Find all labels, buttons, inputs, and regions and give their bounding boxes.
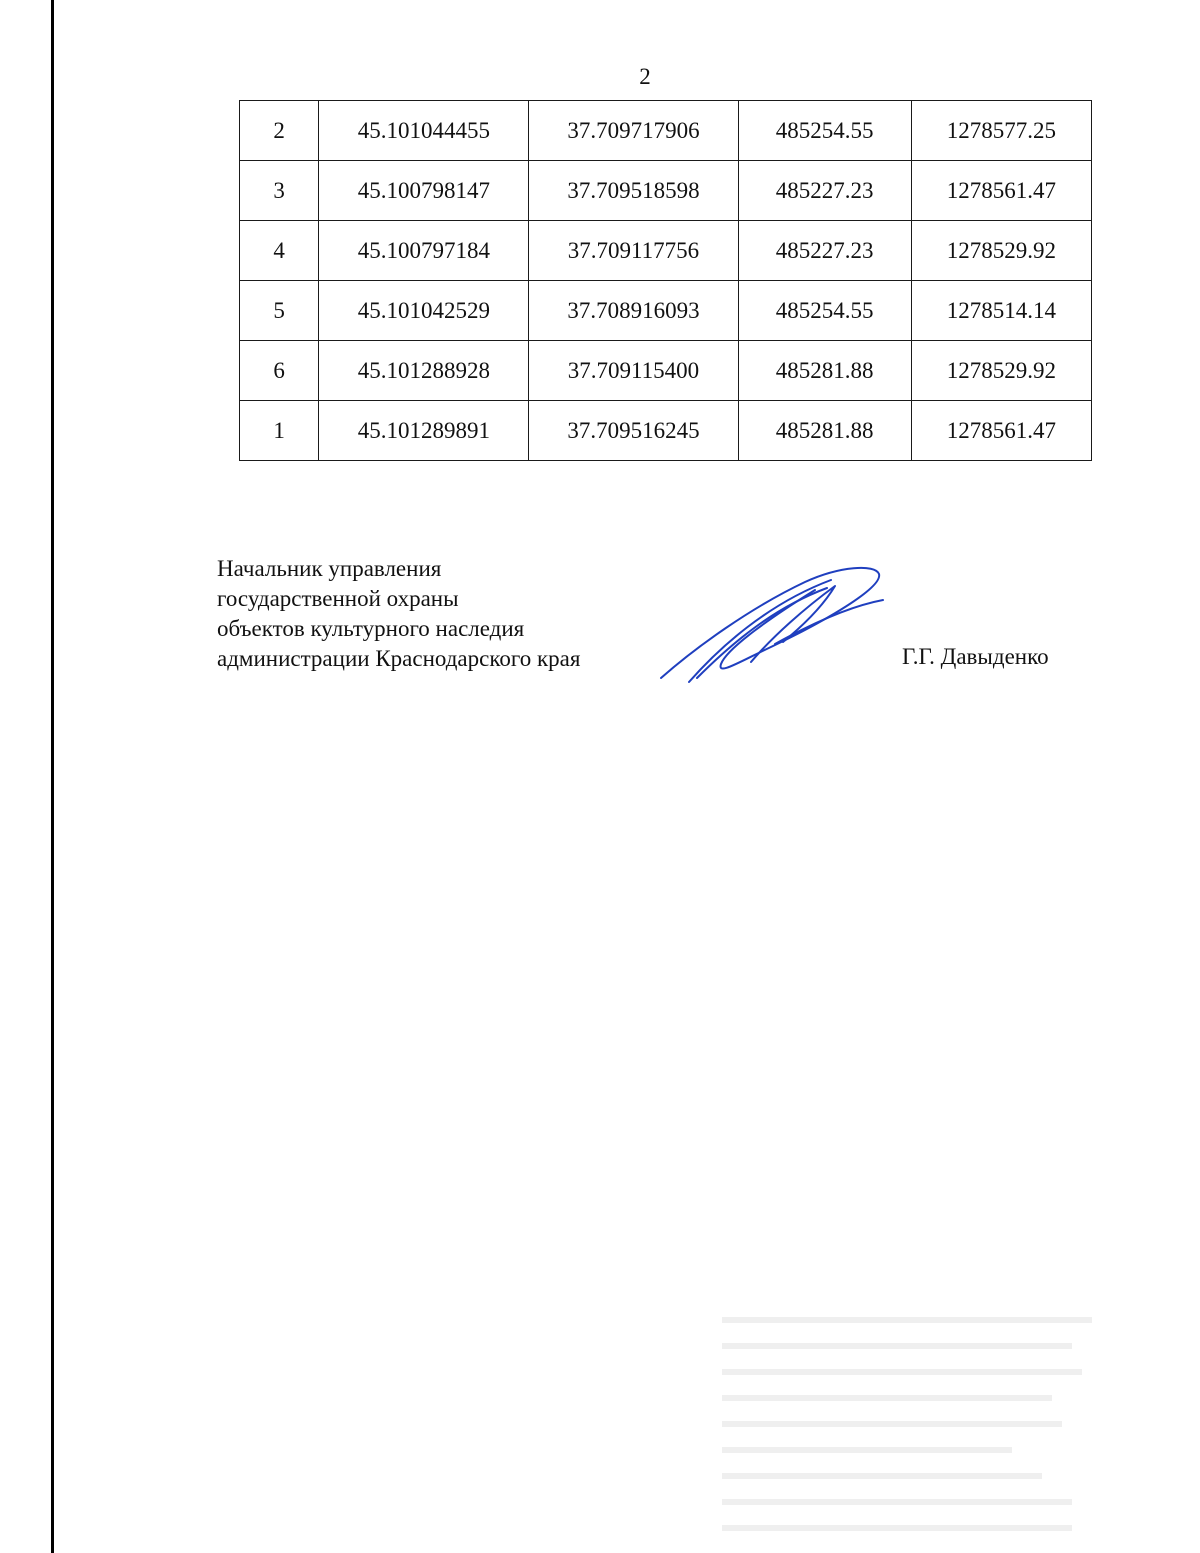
table-cell-longitude: 37.709115400 <box>529 341 738 401</box>
signatory-title-line: администрации Краснодарского края <box>217 646 581 671</box>
table-row <box>240 161 1092 221</box>
table-cell-x: 485254.55 <box>738 281 911 341</box>
table-cell-longitude: 37.709518598 <box>529 161 738 221</box>
table-cell-latitude: 45.100797184 <box>319 221 529 281</box>
table-cell-point-number: 4 <box>240 221 319 281</box>
table-cell-longitude: 37.709117756 <box>529 221 738 281</box>
table-row <box>240 281 1092 341</box>
signatory-title <box>217 554 580 674</box>
page-left-edge <box>51 0 54 1553</box>
table-cell-longitude: 37.709516245 <box>529 401 738 461</box>
table-cell-latitude: 45.101044455 <box>319 101 529 161</box>
table-cell-y: 1278529.92 <box>911 341 1091 401</box>
table-cell-x: 485281.88 <box>738 341 911 401</box>
table-cell-point-number: 5 <box>240 281 319 341</box>
table-cell-x: 485227.23 <box>738 161 911 221</box>
table-cell-latitude: 45.101042529 <box>319 281 529 341</box>
table-cell-y: 1278577.25 <box>911 101 1091 161</box>
table-cell-latitude: 45.100798147 <box>319 161 529 221</box>
table-cell-x: 485254.55 <box>738 101 911 161</box>
signatory-name: Г.Г. Давыденко <box>902 644 1049 669</box>
table-row <box>240 401 1092 461</box>
signature-ink <box>661 568 883 682</box>
table-cell-point-number: 3 <box>240 161 319 221</box>
table-cell-point-number: 6 <box>240 341 319 401</box>
table-cell-point-number: 1 <box>240 401 319 461</box>
signatory-title-line: Начальник управления <box>217 556 442 581</box>
table-cell-latitude: 45.101289891 <box>319 401 529 461</box>
table-cell-longitude: 37.709717906 <box>529 101 738 161</box>
table-cell-x: 485227.23 <box>738 221 911 281</box>
page-number: 2 <box>639 64 651 89</box>
table-cell-latitude: 45.101288928 <box>319 341 529 401</box>
table-row <box>240 221 1092 281</box>
table-cell-y: 1278561.47 <box>911 401 1091 461</box>
table-cell-y: 1278514.14 <box>911 281 1091 341</box>
table-cell-y: 1278529.92 <box>911 221 1091 281</box>
table-cell-y: 1278561.47 <box>911 161 1091 221</box>
table-cell-point-number: 2 <box>240 101 319 161</box>
handwritten-signature <box>655 560 885 690</box>
show-through-text <box>712 1300 1102 1540</box>
signatory-title-line: государственной охраны <box>217 586 459 611</box>
table-row <box>240 341 1092 401</box>
table-cell-longitude: 37.708916093 <box>529 281 738 341</box>
table-cell-x: 485281.88 <box>738 401 911 461</box>
table-row <box>240 101 1092 161</box>
coordinates-table <box>239 100 1092 461</box>
signatory-title-line: объектов культурного наследия <box>217 616 525 641</box>
